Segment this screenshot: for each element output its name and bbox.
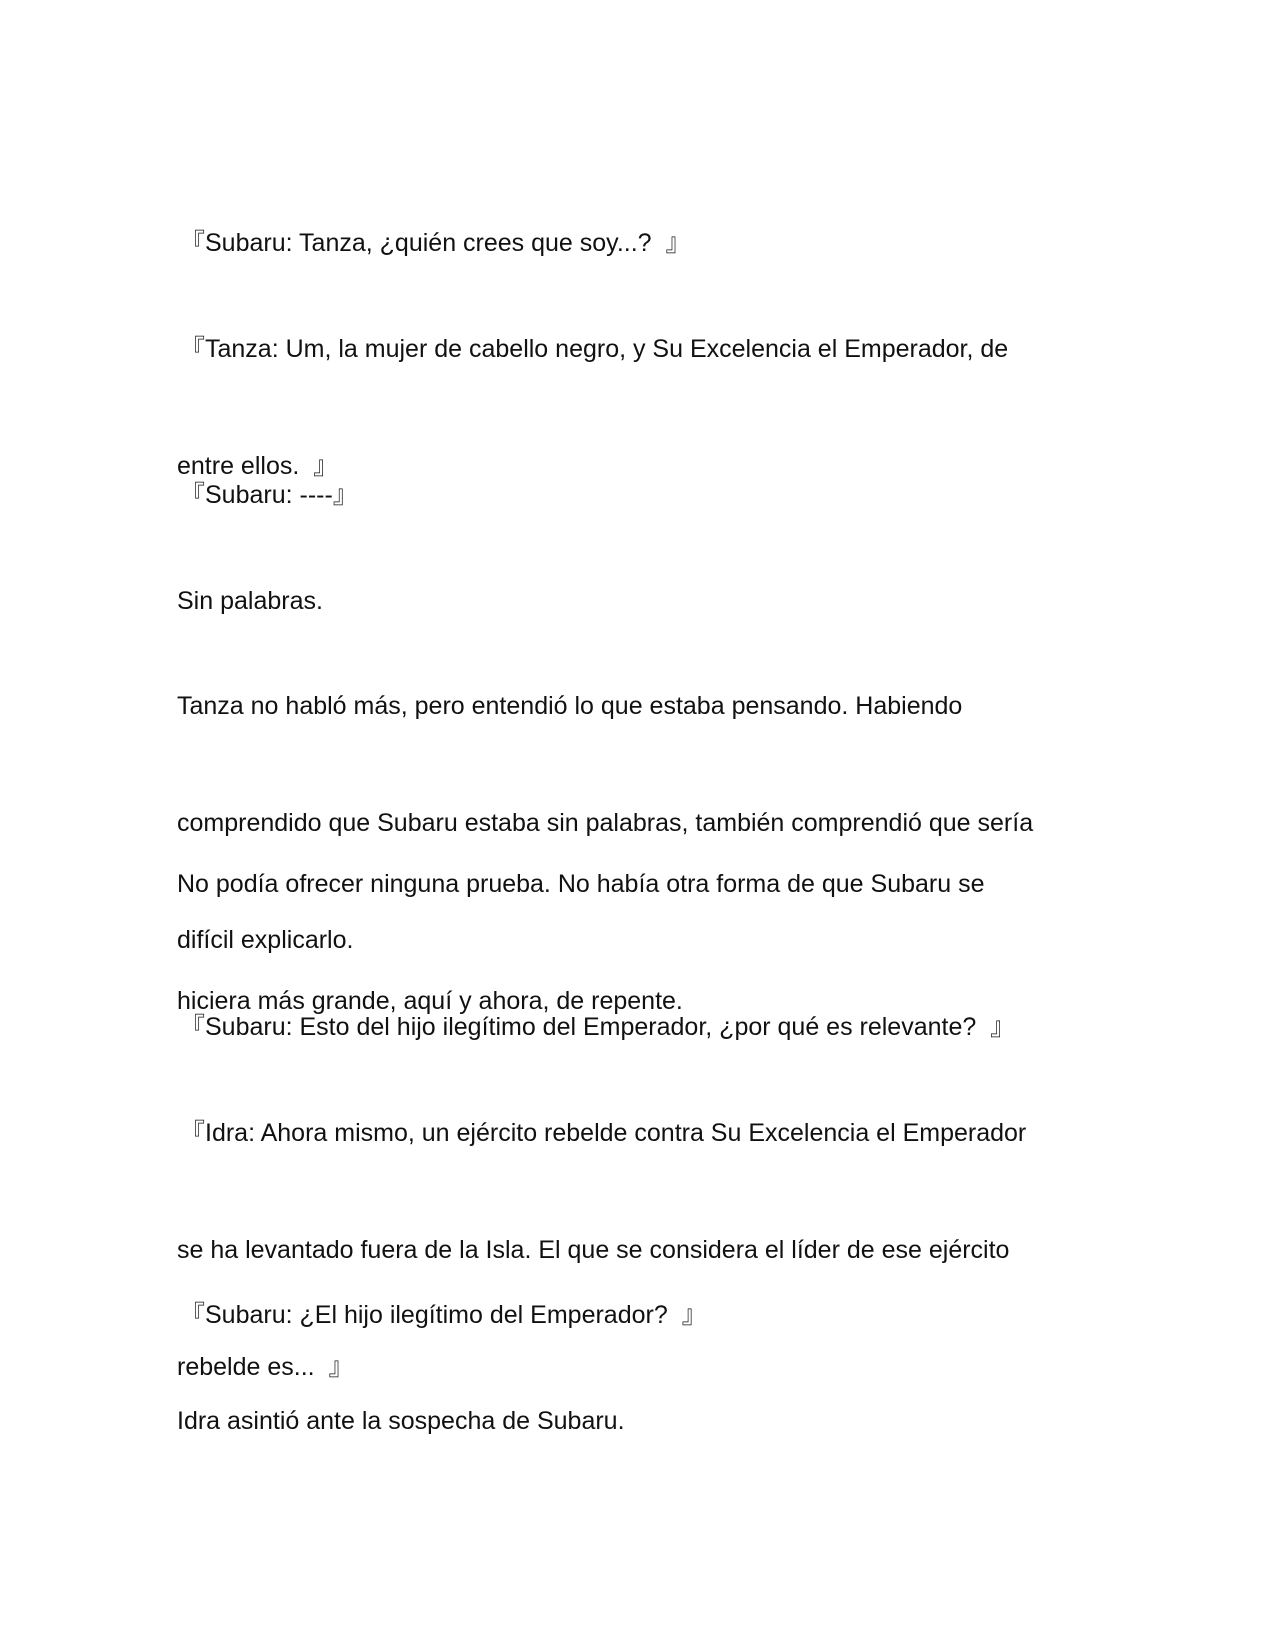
text-line: 『Subaru: ----』: [180, 481, 358, 509]
text-line: 『Subaru: Tanza, ¿quién crees que soy...? 』: [180, 229, 691, 257]
text-line: Tanza no habló más, pero entendió lo que estaba pensando. Habiendo: [177, 692, 963, 720]
text-line: hiciera más grande, aquí y ahora, de repente.: [177, 987, 683, 1015]
text-line: difícil explicarlo.: [177, 926, 354, 954]
text-line: 『Subaru: ¿El hijo ilegítimo del Emperador? 』: [180, 1301, 707, 1329]
text-line: comprendido que Subaru estaba sin palabras, también comprendió que sería: [177, 809, 1034, 837]
narration-paragraph: [177, 1324, 1097, 1519]
text-line: entre ellos. 』: [177, 452, 339, 480]
text-line: 『Idra: Ahora mismo, un ejército rebelde contra Su Excelencia el Emperador: [180, 1119, 1027, 1147]
text-line: Sin palabras.: [177, 587, 323, 615]
text-line: rebelde es... 』: [177, 1353, 354, 1381]
text-line: 『Tanza: Um, la mujer de cabello negro, y Su Excelencia el Emperador, de: [180, 335, 1009, 363]
text-line: No podía ofrecer ninguna prueba. No había otra forma de que Subaru se: [177, 870, 985, 898]
text-line: 『Subaru: Esto del hijo ilegítimo del Emperador, ¿por qué es relevante? 』: [180, 1013, 1016, 1041]
text-line: se ha levantado fuera de la Isla. El que se considera el líder de ese ejército: [177, 1236, 1010, 1264]
text-line: Idra asintió ante la sospecha de Subaru.: [177, 1407, 625, 1435]
